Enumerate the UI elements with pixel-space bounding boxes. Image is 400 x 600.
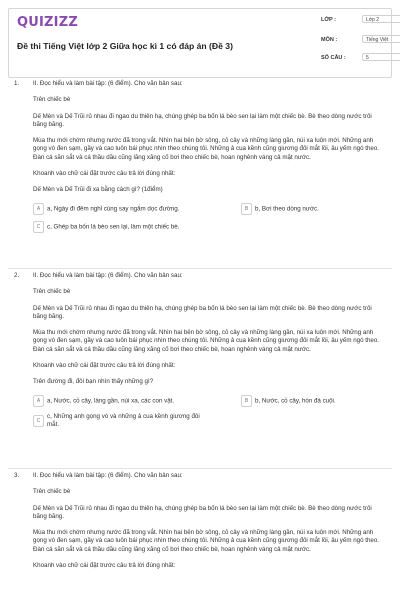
count-value: 5: [362, 53, 400, 61]
option-text: c, Ghép ba bốn lá bèo sen lại, làm một chiếc bè.: [47, 223, 180, 231]
answer-options: [33, 203, 381, 231]
subject-value: Tiếng Việt: [362, 35, 400, 43]
option-a[interactable]: [33, 203, 179, 215]
answer-instruction: Khoanh vào chữ cái đặt trước câu trả lời đúng nhất:: [33, 362, 176, 370]
option-letter: C: [33, 221, 44, 233]
option-letter: A: [33, 395, 44, 407]
option-text: b, Bơi theo dòng nước.: [255, 205, 319, 213]
passage-heading: Trên chiếc bè: [33, 288, 71, 296]
answer-instruction: Khoanh vào chữ cái đặt trước câu trả lời đúng nhất:: [33, 170, 176, 178]
passage-paragraph-2: Mùa thu mới chớm nhưng nước đã trong vắt. Nhìn hai bên bờ sông, cỏ cây và những làng gần, núi xa luôn mới. Những anh gọng vó đen sạm, gầy và cao luôn bái phục nhìn theo chúng tôi. Những ả cua kềnh cũng giương đôi mắt lồi, âu yếm ngó theo. Đàn cá săn sắt và cá thầu dầu cũng lăng xăng cố bơi theo chiếc bè, hoan nghênh váng cả mặt nước.: [33, 329, 380, 353]
question-number: 3.: [14, 472, 20, 479]
class-value: Lớp 2: [362, 15, 400, 23]
passage-heading: Trên chiếc bè: [33, 96, 71, 104]
option-c[interactable]: [33, 413, 203, 429]
option-text: a, Ngày đi đêm nghỉ cùng say ngắm dọc đường.: [47, 205, 180, 213]
divider: [8, 268, 392, 269]
passage-heading: Trên chiếc bè: [33, 488, 71, 496]
worksheet-header: [8, 8, 392, 78]
passage-paragraph-1: Dế Mèn và Dế Trũi rủ nhau đi ngao du thiên hạ, chúng ghép ba bốn lá bèo sen lại làm một chiếc bè. Bè theo dòng nước trôi băng băng.: [33, 504, 372, 520]
passage-paragraph-1: Dế Mèn và Dế Trũi rủ nhau đi ngao du thiên hạ, chúng ghép ba bốn lá bèo sen lại làm một chiếc bè. Bè theo dòng nước trôi băng băng.: [33, 304, 372, 320]
passage-paragraph-2: Mùa thu mới chớm nhưng nước đã trong vắt. Nhìn hai bên bờ sông, cỏ cây và những làng gần, núi xa luôn mới. Những anh gọng vó đen sạm, gầy và cao luôn bái phục nhìn theo chúng tôi. Những ả cua kềnh cũng giương đôi mắt lồi, âu yếm ngó theo. Đàn cá săn sắt và cá thầu dầu cũng lăng xăng cố bơi theo chiếc bè, hoan nghênh váng cả mặt nước.: [33, 529, 380, 553]
option-b[interactable]: [241, 203, 319, 215]
option-a[interactable]: [33, 395, 174, 407]
answer-instruction: Khoanh vào chữ cái đặt trước câu trả lời đúng nhất:: [33, 562, 176, 570]
question-number: 1.: [14, 80, 20, 87]
option-b[interactable]: [241, 395, 336, 407]
option-letter: A: [33, 203, 44, 215]
option-text: b, Nước, cỏ cây, hòn đá cuội.: [255, 397, 336, 405]
option-c[interactable]: [33, 221, 179, 233]
question-prompt: Trên đường đi, đôi bạn nhìn thấy những gì?: [33, 378, 154, 386]
passage-paragraph-1: Dế Mèn và Dế Trũi rủ nhau đi ngao du thiên hạ, chúng ghép ba bốn lá bèo sen lại làm một chiếc bè. Bè theo dòng nước trôi băng băng.: [33, 112, 372, 128]
reading-instruction: II. Đọc hiểu và làm bài tập: (6 điểm). Cho văn bản sau:: [33, 80, 183, 87]
reading-instruction: II. Đọc hiểu và làm bài tập: (6 điểm). Cho văn bản sau:: [33, 272, 183, 279]
option-letter: C: [33, 415, 44, 427]
option-letter: B: [241, 203, 252, 215]
subject-label: MÔN :: [321, 37, 338, 43]
answer-options: [33, 395, 381, 435]
option-text: c, Những anh gọng vó và những ả cua kềnh giương đôi mắt.: [47, 412, 200, 428]
reading-instruction: II. Đọc hiểu và làm bài tập: (6 điểm). Cho văn bản sau:: [33, 472, 183, 479]
option-letter: B: [241, 395, 252, 407]
question-prompt: Dế Mèn và Dế Trũi đi xa bằng cách gì? (1điểm): [33, 186, 163, 194]
class-label: LỚP :: [321, 17, 336, 23]
divider: [8, 468, 392, 469]
option-text: a, Nước, cỏ cây, làng gần, núi xa, các con vật.: [47, 397, 175, 405]
count-label: SỐ CÂU :: [321, 55, 346, 61]
brand-logo: QUIZIZZ: [17, 15, 78, 30]
worksheet-title: Đề thi Tiếng Việt lớp 2 Giữa học kì 1 có đáp án (Đề 3): [17, 41, 233, 51]
passage-paragraph-2: Mùa thu mới chớm nhưng nước đã trong vắt. Nhìn hai bên bờ sông, cỏ cây và những làng gần, núi xa luôn mới. Những anh gọng vó đen sạm, gầy và cao luôn bái phục nhìn theo chúng tôi. Những ả cua kềnh cũng giương đôi mắt lồi, âu yếm ngó theo. Đàn cá săn sắt và cá thầu dầu cũng lăng xăng cố bơi theo chiếc bè, hoan nghênh váng cả mặt nước.: [33, 137, 380, 161]
question-number: 2.: [14, 272, 20, 279]
